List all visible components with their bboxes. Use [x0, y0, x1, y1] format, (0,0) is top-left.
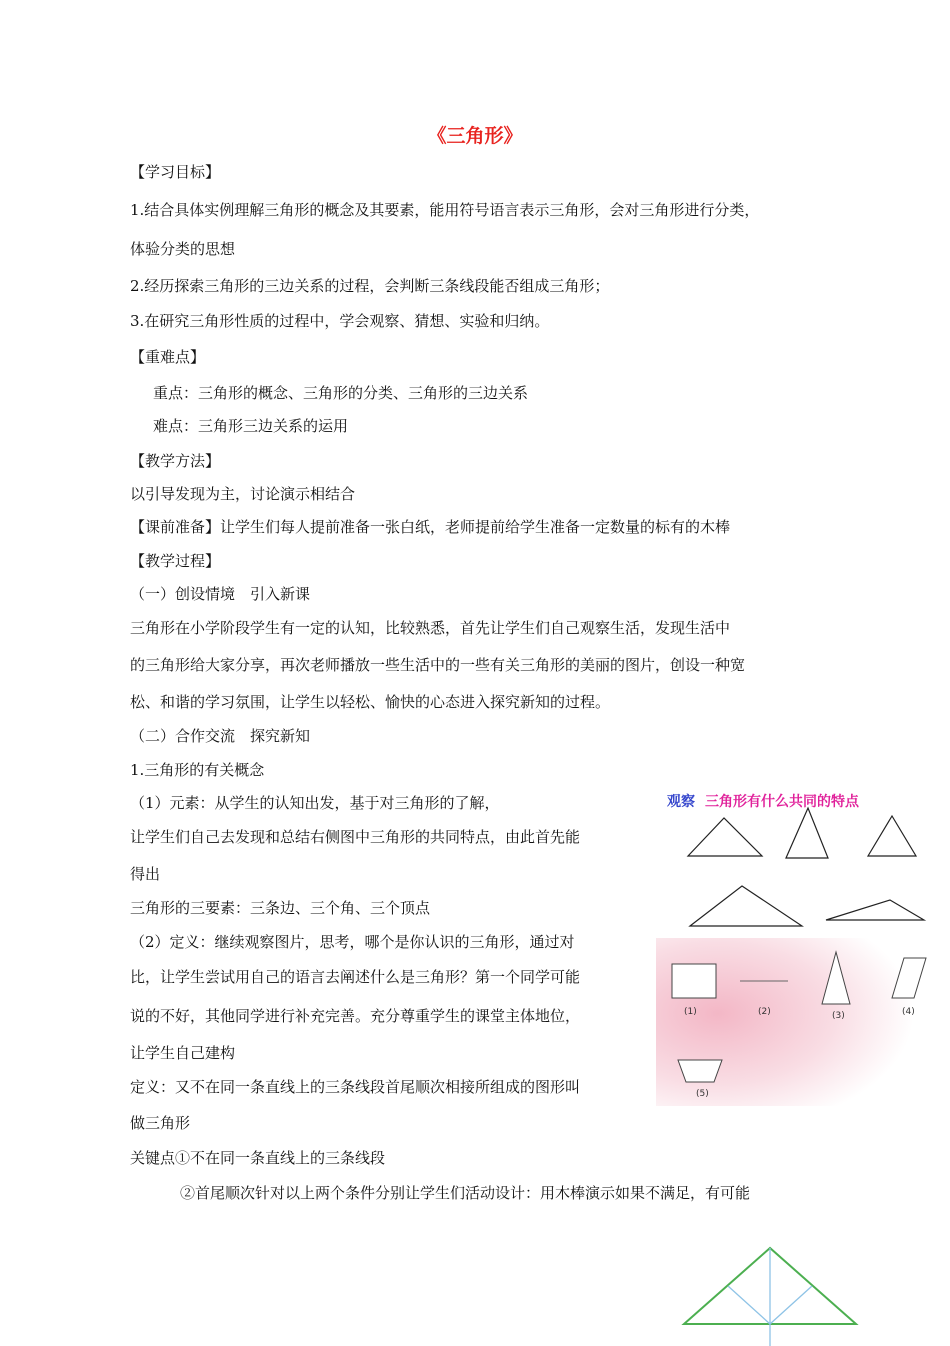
paragraph-line: 让学生自己建构 [130, 1044, 236, 1062]
figure-2-shapes [656, 938, 936, 1106]
shape-label: (5) [696, 1089, 709, 1099]
section-heading-method: 【教学方法】 [130, 452, 221, 470]
inner-line [770, 1286, 812, 1324]
paragraph-line: 比，让学生尝试用自己的语言去阐述什么是三角形？第一个同学可能 [130, 968, 581, 986]
triangle-shape [786, 808, 828, 858]
trapezoid-shape [678, 1060, 722, 1082]
paragraph-line: ②首尾顺次针对以上两个条件分别让学生们活动设计：用木棒演示如果不满足，有可能 [180, 1184, 751, 1202]
triangle-shape [690, 886, 802, 926]
section-heading-process: 【教学过程】 [130, 552, 221, 570]
paragraph-line: 1.结合具体实例理解三角形的概念及其要素，能用符号语言表示三角形，会对三角形进行分类， [130, 201, 760, 219]
paragraph-line: 体验分类的思想 [130, 240, 236, 258]
figure-1-triangles [680, 800, 930, 940]
triangle-shape [688, 818, 762, 856]
paragraph-line: 三角形的三要素：三条边、三个角、三个顶点 [130, 899, 431, 917]
paragraph-line: 做三角形 [130, 1114, 191, 1132]
paragraph-line: 1.三角形的有关概念 [130, 761, 265, 779]
figure-1-caption-text: 三角形有什么共同的特点 [705, 794, 859, 810]
shape-label: (1) [684, 1007, 697, 1017]
paragraph-line: 让学生们自己去发现和总结右侧图中三角形的共同特点，由此首先能 [130, 828, 581, 846]
paragraph-line: 【课前准备】让学生们每人提前准备一张白纸，老师提前给学生准备一定数量的标有的木棒 [130, 518, 731, 536]
square-shape [672, 964, 716, 998]
paragraph-line: 3.在研究三角形性质的过程中，学会观察、猜想、实验和归纳。 [130, 312, 550, 330]
shape-label: (2) [758, 1007, 771, 1017]
subsection-heading: （一）创设情境 引入新课 [130, 585, 311, 603]
triangle-shape [826, 900, 924, 920]
paragraph-line: 以引导发现为主，讨论演示相结合 [130, 485, 356, 503]
paragraph-line: 2.经历探索三角形的三边关系的过程，会判断三条线段能否组成三角形； [130, 277, 610, 295]
paragraph-line: 三角形在小学阶段学生有一定的认知，比较熟悉，首先让学生们自己观察生活，发现生活中 [130, 619, 731, 637]
section-heading-objectives: 【学习目标】 [130, 163, 221, 181]
section-heading-key-points: 【重难点】 [130, 348, 206, 366]
paragraph-line: 定义：又不在同一条直线上的三条线段首尾顺次相接所组成的图形叫 [130, 1078, 581, 1096]
document-title: 《三角形》 [427, 125, 523, 147]
paragraph-line: 得出 [130, 865, 161, 883]
shape-label: (4) [902, 1007, 915, 1017]
paragraph-line: 关键点①不在同一条直线上的三条线段 [130, 1149, 386, 1167]
figure-3-triangle-diagram [676, 1240, 872, 1346]
subsection-heading: （二）合作交流 探究新知 [130, 727, 311, 745]
paragraph-line: （1）元素：从学生的认知出发，基于对三角形的了解， [130, 794, 500, 812]
paragraph-line: 重点：三角形的概念、三角形的分类、三角形的三边关系 [153, 384, 529, 402]
paragraph-line: 松、和谐的学习氛围，让学生以轻松、愉快的心态进入探究新知的过程。 [130, 693, 611, 711]
paragraph-line: 的三角形给大家分享，再次老师播放一些生活中的一些有关三角形的美丽的图片，创设一种宽 [130, 656, 746, 674]
paragraph-line: 说的不好，其他同学进行补充完善。充分尊重学生的课堂主体地位， [130, 1007, 581, 1025]
triangle-shape [868, 816, 916, 856]
paragraph-line: 难点：三角形三边关系的运用 [153, 417, 349, 435]
figure-1-caption-prefix: 观察 [667, 794, 695, 810]
paragraph-line: （2）定义：继续观察图片，思考，哪个是你认识的三角形，通过对 [130, 933, 575, 951]
shape-label: (3) [832, 1011, 845, 1021]
inner-line [728, 1286, 770, 1324]
